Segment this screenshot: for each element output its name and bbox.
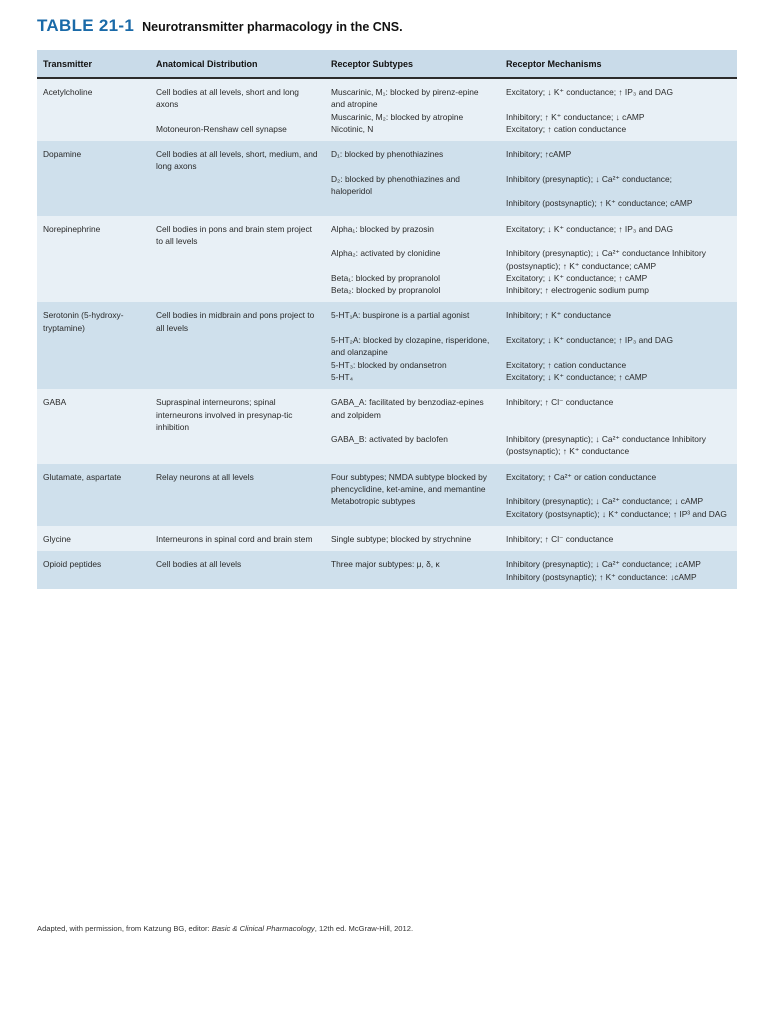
table-row	[37, 371, 737, 389]
cell-subtype: GABA_A: facilitated by benzodiaz-epines and zolpidem	[331, 397, 484, 420]
cell-subtype: Muscarinic, M₂: blocked by atropine	[331, 111, 464, 122]
table-row	[37, 284, 737, 302]
cell-distribution	[150, 197, 325, 215]
table-number: TABLE 21-1	[37, 16, 135, 35]
header-mechanisms: Receptor Mechanisms	[506, 58, 602, 69]
cell-transmitter: GABA	[43, 397, 67, 408]
cell-subtype: Single subtype; blocked by strychnine	[331, 533, 472, 544]
cell-distribution	[150, 495, 325, 526]
cell-distribution	[150, 433, 325, 464]
cell-subtype: Nicotinic, N	[331, 123, 374, 134]
cell-transmitter: Acetylcholine	[43, 87, 93, 97]
table-row	[37, 433, 737, 464]
table-row	[37, 302, 737, 334]
table-row	[37, 78, 737, 111]
footnote-suffix: , 12th ed. McGraw-Hill, 2012.	[314, 924, 414, 933]
table-row	[37, 141, 737, 173]
cell-mechanism: Excitatory; ↓ K⁺ conductance; ↑ cAMP	[506, 371, 648, 382]
cell-distribution: Supraspinal interneurons; spinal interneurons involved in presynap-tic inhibition	[156, 397, 293, 432]
cell-distribution	[150, 111, 325, 123]
table-row	[37, 173, 737, 198]
cell-transmitter	[37, 334, 150, 359]
cell-subtype: GABA_B: activated by baclofen	[331, 434, 448, 445]
cell-mechanism: Inhibitory; ↑ Cl⁻ conductance	[506, 533, 614, 544]
cell-mechanism: Inhibitory (postsynaptic); ↑ K⁺ conductance: ↓cAMP	[506, 571, 697, 582]
table-row	[37, 216, 737, 248]
cell-transmitter	[37, 173, 150, 198]
cell-transmitter: Glutamate, aspartate	[43, 471, 122, 482]
cell-distribution	[150, 284, 325, 302]
cell-mechanism: Inhibitory; ↑ K⁺ conductance; ↓ cAMP	[506, 111, 645, 122]
cell-mechanism: Inhibitory (presynaptic); ↓ Ca²⁺ conductance Inhibitory (postsynaptic); ↑ K⁺ conductance; cAMP	[506, 248, 706, 271]
cell-distribution: Motoneuron-Renshaw cell synapse	[156, 123, 287, 134]
cell-distribution	[150, 247, 325, 272]
cell-transmitter	[37, 284, 150, 302]
table-row	[37, 551, 737, 570]
cell-mechanism: Inhibitory (presynaptic); ↓ Ca²⁺ conductance; ↓ cAMP Excitatory (postsynaptic); ↓ K⁺ conductance; ↑ IP³ and DAG	[506, 496, 727, 519]
transmitter-group	[37, 526, 737, 551]
cell-distribution	[150, 334, 325, 359]
cell-transmitter	[37, 111, 150, 123]
cell-distribution: Cell bodies in pons and brain stem project to all levels	[156, 223, 312, 246]
cell-transmitter	[37, 123, 150, 141]
cell-mechanism: Inhibitory (presynaptic); ↓ Ca²⁺ conductance; ↓cAMP	[506, 559, 701, 570]
table-row	[37, 334, 737, 359]
cell-subtype: Beta₂: blocked by propranolol	[331, 285, 441, 296]
cell-mechanism: Excitatory; ↑ cation conductance	[506, 359, 627, 370]
table-row	[37, 123, 737, 141]
transmitter-group	[37, 302, 737, 389]
cell-mechanism: Excitatory; ↑ cation conductance	[506, 123, 627, 134]
transmitter-group	[37, 141, 737, 215]
cell-transmitter	[37, 247, 150, 272]
cell-subtype: Beta₁: blocked by propranolol	[331, 272, 440, 283]
cell-transmitter	[37, 197, 150, 215]
transmitter-group	[37, 464, 737, 526]
cell-subtype: Four subtypes; NMDA subtype blocked by phencyclidine, ket-amine, and memantine	[331, 471, 487, 495]
cell-distribution	[150, 359, 325, 371]
cell-subtype: D₁: blocked by phenothiazines	[331, 149, 444, 160]
cell-transmitter	[37, 272, 150, 284]
table-title	[37, 16, 737, 50]
cell-mechanism: Inhibitory (postsynaptic); ↑ K⁺ conductance; cAMP	[506, 198, 693, 209]
cell-transmitter	[37, 359, 150, 371]
cell-subtype: 5-HT₂A: blocked by clozapine, risperidone, and olanzapine	[331, 335, 490, 358]
transmitter-group	[37, 78, 737, 141]
table-row	[37, 247, 737, 272]
cell-transmitter	[37, 495, 150, 526]
cell-transmitter: Norepinephrine	[43, 223, 101, 234]
cell-subtype: 5-HT₃: blocked by ondansetron	[331, 359, 447, 370]
cell-subtype: D₂: blocked by phenothiazines and haloperidol	[331, 173, 460, 197]
table-row	[37, 111, 737, 123]
footnote-prefix: Adapted, with permission, from Katzung BG, editor:	[37, 924, 212, 933]
cell-mechanism: Inhibitory (presynaptic); ↓ Ca²⁺ conductance Inhibitory (postsynaptic); ↑ K⁺ conductance	[506, 434, 706, 457]
table-row	[37, 464, 737, 496]
cell-distribution: Relay neurons at all levels	[156, 471, 254, 482]
cell-distribution: Interneurons in spinal cord and brain stem	[156, 533, 313, 544]
cell-mechanism: Inhibitory; ↑cAMP	[506, 149, 572, 160]
cell-mechanism: Excitatory; ↓ K⁺ conductance; ↑ IP₃ and DAG	[506, 335, 674, 346]
footnote-book: Basic & Clinical Pharmacology	[211, 924, 315, 933]
cell-transmitter	[37, 571, 150, 589]
transmitter-group	[37, 389, 737, 463]
table-row	[37, 526, 737, 551]
cell-subtype	[325, 571, 500, 589]
cell-subtype	[325, 197, 500, 215]
table-row	[37, 272, 737, 284]
cell-transmitter: Opioid peptides	[43, 559, 102, 570]
cell-subtype: 5-HT₄	[331, 371, 354, 382]
cell-subtype: Alpha₁: blocked by prazosin	[331, 223, 434, 234]
transmitter-group	[37, 551, 737, 589]
cell-distribution	[150, 371, 325, 389]
cell-transmitter: Serotonin (5-hydroxy-tryptamine)	[43, 310, 124, 333]
table-row	[37, 495, 737, 526]
header-distribution: Anatomical Distribution	[156, 58, 258, 69]
table-page	[37, 16, 737, 589]
table-row	[37, 197, 737, 215]
cell-mechanism: Excitatory; ↓ K⁺ conductance; ↑ IP₃ and DAG	[506, 223, 674, 234]
transmitter-group	[37, 216, 737, 303]
table-row	[37, 389, 737, 433]
cell-mechanism: Excitatory; ↑ Ca²⁺ or cation conductance	[506, 471, 657, 482]
table-row	[37, 571, 737, 589]
cell-subtype: Metabotropic subtypes	[331, 496, 416, 507]
cell-mechanism: Excitatory; ↓ K⁺ conductance; ↑ cAMP	[506, 272, 648, 283]
cell-mechanism: Inhibitory; ↑ electrogenic sodium pump	[506, 285, 649, 296]
cell-distribution: Cell bodies at all levels	[156, 559, 242, 570]
cell-mechanism: Excitatory; ↓ K⁺ conductance; ↑ IP₃ and DAG	[506, 87, 674, 97]
cell-distribution	[150, 173, 325, 198]
header-row	[37, 50, 737, 78]
table-caption: Neurotransmitter pharmacology in the CNS.	[142, 20, 403, 34]
cell-mechanism: Inhibitory; ↑ K⁺ conductance	[506, 310, 611, 321]
cell-subtype: Three major subtypes: μ, δ, κ	[331, 559, 440, 570]
header-transmitter: Transmitter	[43, 58, 93, 69]
cell-transmitter	[37, 433, 150, 464]
cell-subtype: 5-HT₁A: buspirone is a partial agonist	[331, 310, 470, 321]
neurotransmitter-table	[37, 50, 737, 589]
cell-distribution: Cell bodies in midbrain and pons project to all levels	[156, 310, 315, 333]
header-subtypes: Receptor Subtypes	[331, 58, 414, 69]
cell-subtype: Alpha₂: activated by clonidine	[331, 248, 441, 259]
cell-transmitter: Glycine	[43, 533, 71, 544]
cell-mechanism: Inhibitory; ↑ Cl⁻ conductance	[506, 397, 614, 408]
source-footnote	[37, 924, 413, 933]
cell-transmitter: Dopamine	[43, 149, 82, 160]
cell-transmitter	[37, 371, 150, 389]
cell-subtype: Muscarinic, M₁: blocked by pirenz-epine and atropine	[331, 87, 479, 110]
cell-distribution	[150, 571, 325, 589]
cell-distribution	[150, 272, 325, 284]
cell-distribution: Cell bodies at all levels, short, medium, and long axons	[156, 149, 318, 172]
cell-mechanism: Inhibitory (presynaptic); ↓ Ca²⁺ conductance;	[506, 173, 672, 184]
cell-distribution: Cell bodies at all levels, short and long axons	[156, 87, 299, 110]
table-row	[37, 359, 737, 371]
